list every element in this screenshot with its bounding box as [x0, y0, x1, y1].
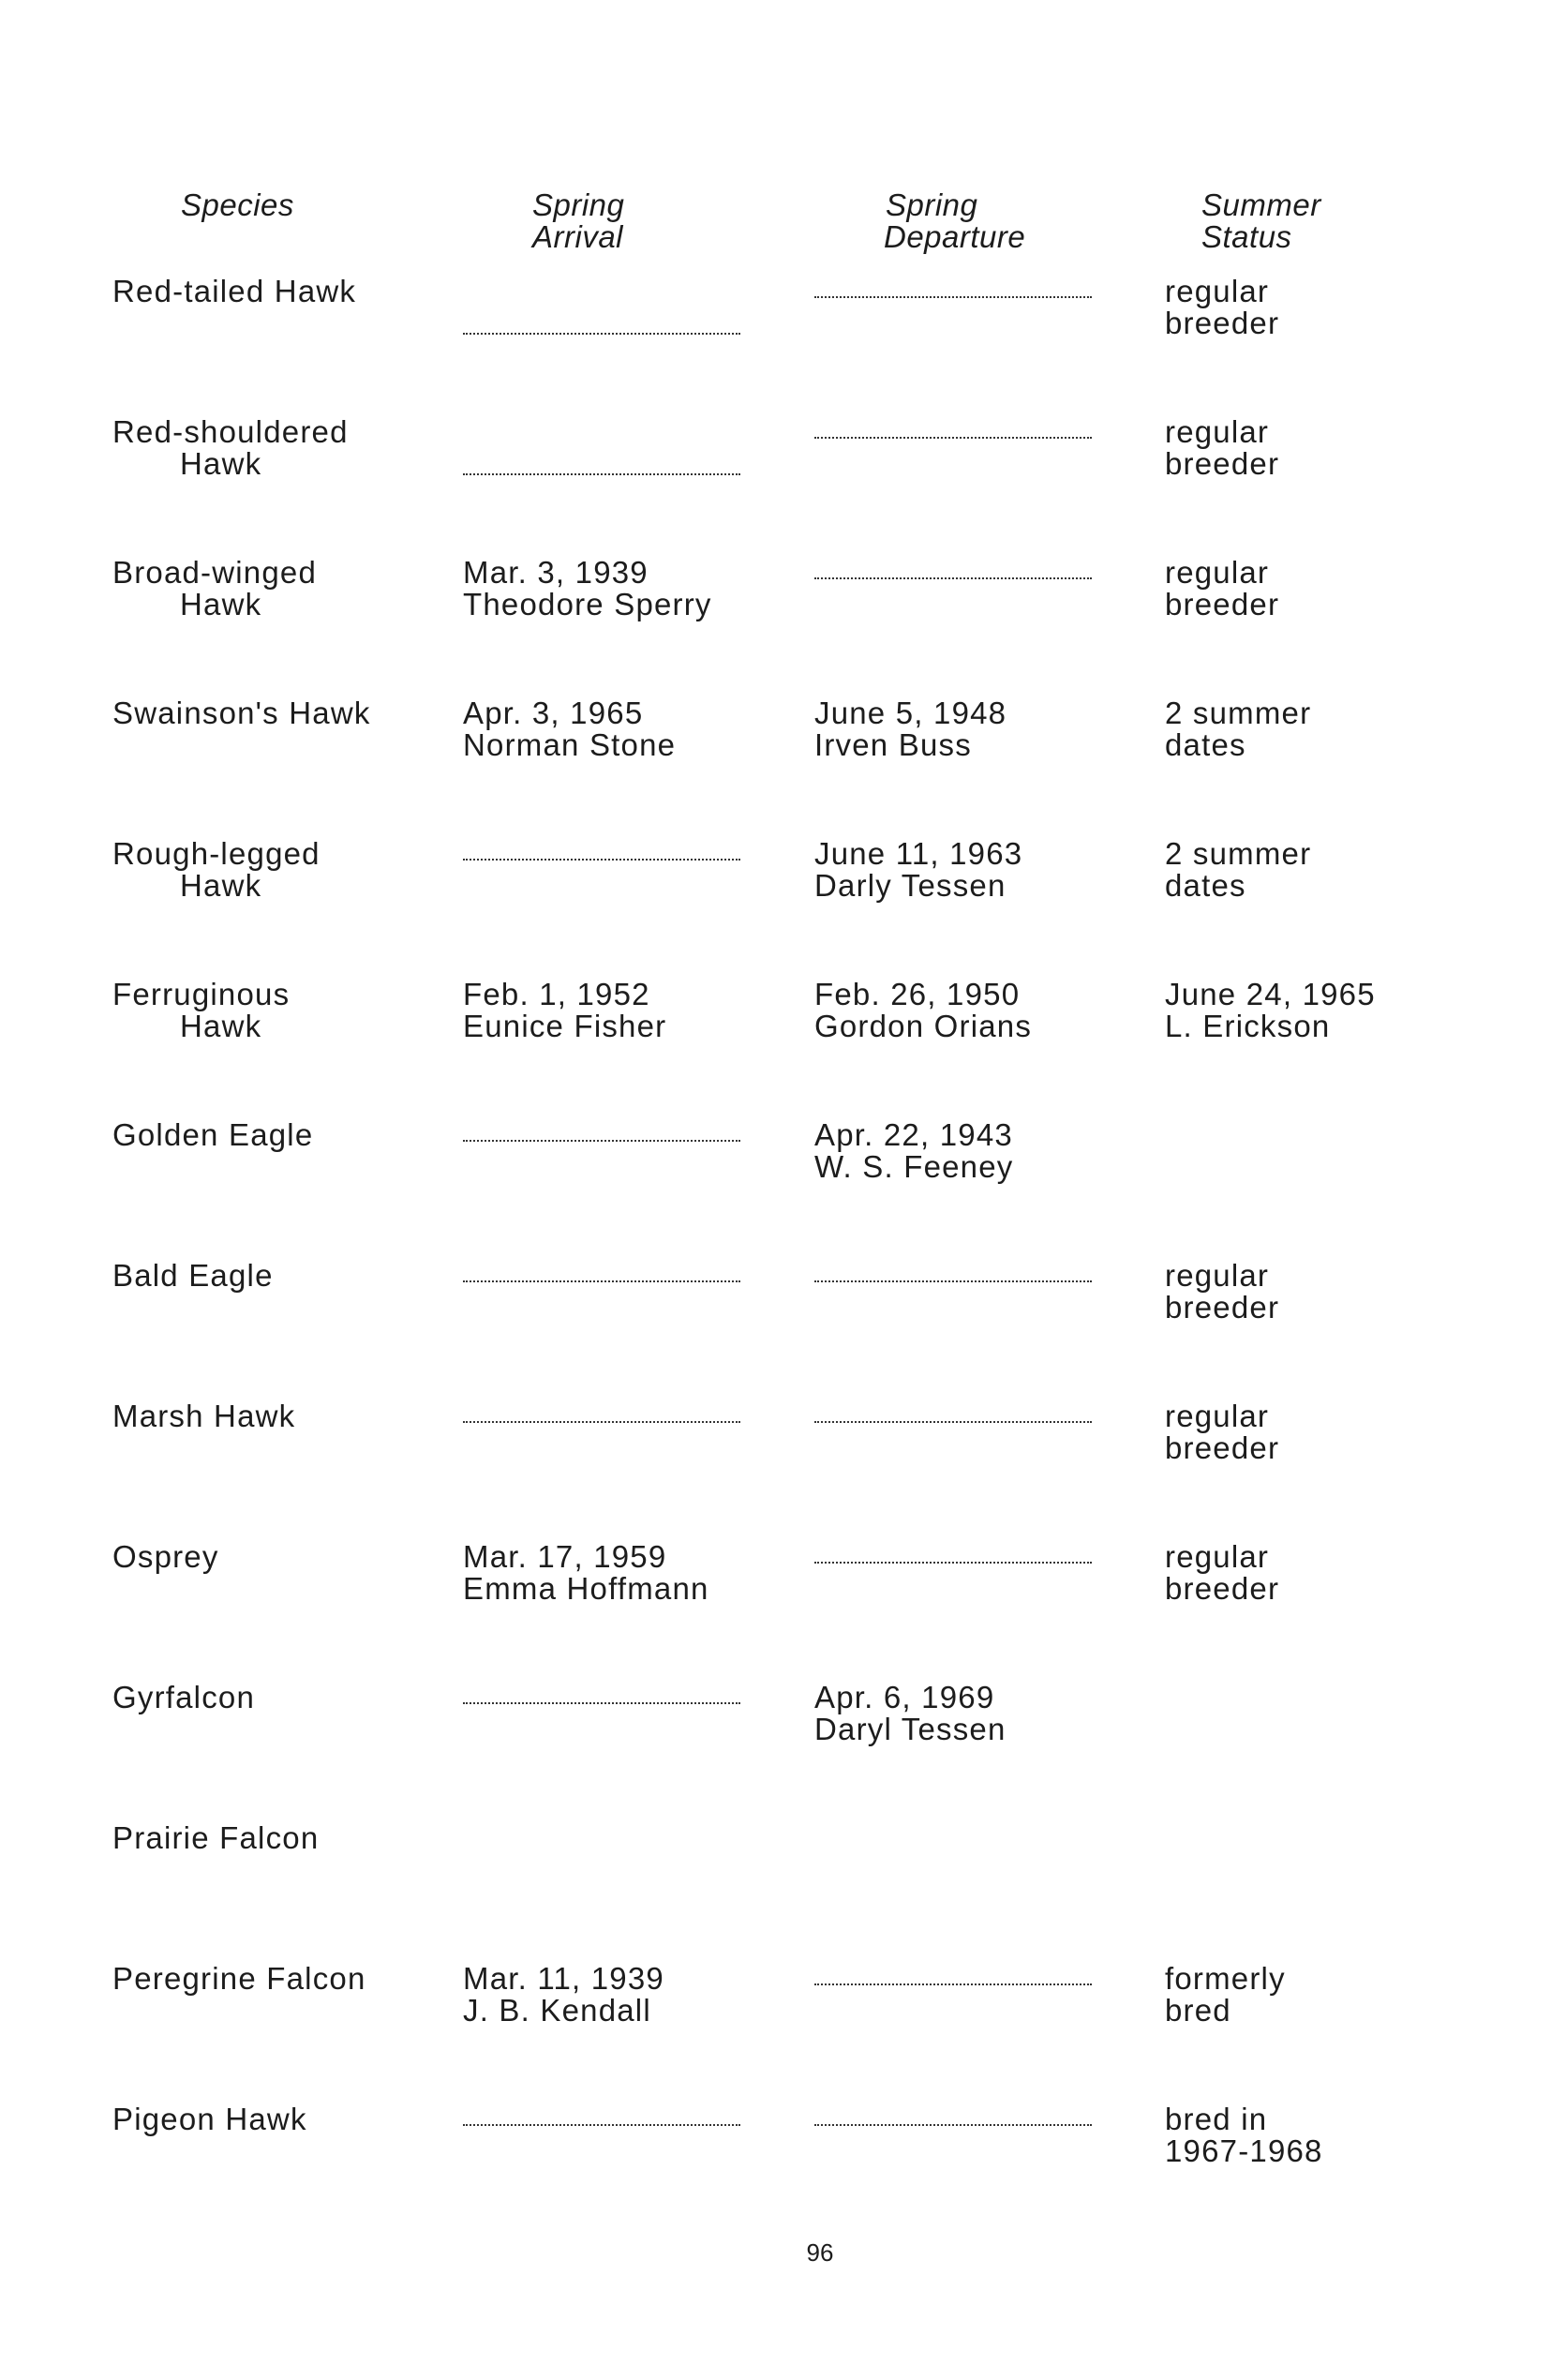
species-name: [112, 1119, 313, 1151]
summer-status-line2: breeder: [1165, 587, 1280, 621]
species-name: [112, 416, 349, 480]
header-status-line1: Summer: [1201, 187, 1321, 222]
departure-dotted-leader: [814, 296, 1092, 298]
spring-arrival: [463, 557, 712, 621]
departure-dotted-leader: [814, 2124, 1092, 2126]
spring-departure-line1: Apr. 22, 1943: [814, 1117, 1013, 1152]
header-species-line2: Species: [181, 187, 294, 222]
summer-status-line1: regular: [1165, 1399, 1270, 1433]
spring-departure-line1: June 5, 1948: [814, 696, 1007, 730]
arrival-dotted-leader: [463, 333, 740, 335]
summer-status-line2: breeder: [1165, 306, 1280, 340]
summer-status-line1: bred in: [1165, 2102, 1268, 2136]
spring-arrival-line1: Apr. 3, 1965: [463, 696, 644, 730]
summer-status-line1: regular: [1165, 555, 1270, 590]
spring-departure: [814, 1119, 1013, 1183]
summer-status: [1165, 416, 1279, 480]
spring-departure: [814, 979, 1032, 1042]
spring-arrival-line1: Mar. 3, 1939: [463, 555, 649, 590]
species-name: [112, 1400, 295, 1432]
summer-status: [1165, 838, 1311, 902]
arrival-dotted-leader: [463, 859, 740, 861]
spring-departure: [814, 838, 1022, 902]
table-row: [0, 979, 1551, 1072]
species-name: [112, 2103, 307, 2135]
summer-status: [1165, 1541, 1279, 1605]
summer-status: [1165, 1400, 1279, 1464]
species-name-line1: Osprey: [112, 1539, 219, 1574]
page-number: 96: [806, 2238, 834, 2267]
header-species: [181, 189, 294, 221]
header-departure-line2: Departure: [884, 219, 1026, 254]
species-name-line1: Red-shouldered: [112, 414, 349, 449]
summer-status: [1165, 557, 1279, 621]
departure-dotted-leader: [814, 437, 1092, 439]
summer-status-line2: breeder: [1165, 446, 1280, 481]
table-row: [0, 1963, 1551, 2057]
species-name: [112, 1260, 274, 1292]
species-name: [112, 1682, 255, 1714]
table-row: [0, 2103, 1551, 2197]
spring-departure-line2: Daryl Tessen: [814, 1712, 1007, 1746]
species-name-line2: Hawk: [180, 868, 262, 903]
table-row: [0, 1400, 1551, 1494]
summer-status-line1: June 24, 1965: [1165, 977, 1376, 1011]
spring-arrival-line2: Theodore Sperry: [463, 587, 712, 621]
spring-departure-line2: Gordon Orians: [814, 1009, 1033, 1043]
spring-departure-line1: Apr. 6, 1969: [814, 1680, 995, 1714]
spring-arrival-line2: Eunice Fisher: [463, 1009, 667, 1043]
arrival-dotted-leader: [463, 1421, 740, 1423]
summer-status: [1165, 1260, 1279, 1324]
spring-arrival: [463, 1541, 709, 1605]
arrival-dotted-leader: [463, 1702, 740, 1704]
table-row: [0, 276, 1551, 369]
departure-dotted-leader: [814, 577, 1092, 579]
spring-departure: [814, 697, 1007, 761]
table-row: [0, 1822, 1551, 1916]
species-name-line1: Rough-legged: [112, 836, 321, 871]
species-name: [112, 1963, 366, 1995]
table-row: [0, 838, 1551, 932]
summer-status-line2: breeder: [1165, 1571, 1280, 1606]
species-name: [112, 557, 317, 621]
table-row: [0, 1260, 1551, 1354]
spring-departure-line2: Darly Tessen: [814, 868, 1007, 903]
species-name: [112, 276, 356, 307]
summer-status-line2: dates: [1165, 868, 1246, 903]
species-name: [112, 979, 290, 1042]
species-name-line2: Hawk: [180, 446, 262, 481]
species-name: [112, 838, 321, 902]
table-row: [0, 416, 1551, 510]
table-row: [0, 557, 1551, 651]
species-name-line1: Bald Eagle: [112, 1258, 274, 1293]
summer-status-line2: bred: [1165, 1993, 1231, 2028]
spring-departure-line1: June 11, 1963: [814, 836, 1023, 871]
spring-arrival: [463, 979, 666, 1042]
species-name-line1: Ferruginous: [112, 977, 291, 1011]
species-name-line1: Swainson's Hawk: [112, 696, 371, 730]
summer-status-line1: regular: [1165, 1258, 1270, 1293]
spring-arrival-line1: Mar. 17, 1959: [463, 1539, 667, 1574]
species-name-line2: Hawk: [180, 1009, 262, 1043]
spring-arrival-line1: Mar. 11, 1939: [463, 1961, 664, 1996]
spring-arrival-line2: J. B. Kendall: [463, 1993, 651, 2028]
spring-arrival-line1: Feb. 1, 1952: [463, 977, 650, 1011]
spring-departure-line2: W. S. Feeney: [814, 1149, 1014, 1184]
species-name-line1: Peregrine Falcon: [112, 1961, 366, 1996]
species-name-line1: Pigeon Hawk: [112, 2102, 307, 2136]
species-name-line1: Marsh Hawk: [112, 1399, 296, 1433]
table-row: [0, 1541, 1551, 1635]
summer-status-line1: regular: [1165, 1539, 1270, 1574]
header-spring-departure: [884, 189, 1025, 253]
departure-dotted-leader: [814, 1280, 1092, 1282]
species-name-line1: Golden Eagle: [112, 1117, 314, 1152]
departure-dotted-leader: [814, 1983, 1092, 1985]
arrival-dotted-leader: [463, 1140, 740, 1142]
summer-status-line1: regular: [1165, 414, 1270, 449]
header-summer-status: [1201, 189, 1321, 253]
species-name-line1: Prairie Falcon: [112, 1820, 320, 1855]
summer-status: [1165, 1963, 1286, 2027]
header-status-line2: Status: [1201, 219, 1292, 254]
header-departure-line1: Spring: [886, 187, 978, 222]
summer-status: [1165, 979, 1376, 1042]
header-spring-arrival: [532, 189, 624, 253]
summer-status-line2: breeder: [1165, 1430, 1280, 1465]
summer-status-line1: 2 summer: [1165, 696, 1312, 730]
spring-arrival: [463, 1963, 664, 2027]
species-name-line1: Gyrfalcon: [112, 1680, 256, 1714]
header-arrival-line2: Arrival: [532, 219, 624, 254]
table-row: [0, 1682, 1551, 1775]
spring-departure-line1: Feb. 26, 1950: [814, 977, 1021, 1011]
spring-departure: [814, 1682, 1007, 1745]
species-name: [112, 1822, 319, 1854]
arrival-dotted-leader: [463, 2124, 740, 2126]
arrival-dotted-leader: [463, 1280, 740, 1282]
table-row: [0, 1119, 1551, 1213]
summer-status-line2: dates: [1165, 727, 1246, 762]
departure-dotted-leader: [814, 1421, 1092, 1423]
table-row: [0, 697, 1551, 791]
summer-status-line1: regular: [1165, 274, 1270, 308]
summer-status: [1165, 2103, 1323, 2167]
arrival-dotted-leader: [463, 473, 740, 475]
summer-status-line1: 2 summer: [1165, 836, 1312, 871]
species-name-line1: Broad-winged: [112, 555, 318, 590]
spring-arrival-line2: Norman Stone: [463, 727, 677, 762]
summer-status-line1: formerly: [1165, 1961, 1286, 1996]
summer-status-line2: breeder: [1165, 1290, 1280, 1325]
spring-arrival: [463, 697, 676, 761]
spring-departure-line2: Irven Buss: [814, 727, 972, 762]
header-arrival-line1: Spring: [532, 187, 625, 222]
species-name-line2: Hawk: [180, 587, 262, 621]
summer-status-line2: L. Erickson: [1165, 1009, 1331, 1043]
spring-arrival-line2: Emma Hoffmann: [463, 1571, 709, 1606]
summer-status: [1165, 276, 1279, 339]
species-name: [112, 1541, 219, 1573]
species-name: [112, 697, 371, 729]
species-name-line1: Red-tailed Hawk: [112, 274, 357, 308]
summer-status-line2: 1967-1968: [1165, 2133, 1323, 2168]
summer-status: [1165, 697, 1311, 761]
departure-dotted-leader: [814, 1562, 1092, 1564]
